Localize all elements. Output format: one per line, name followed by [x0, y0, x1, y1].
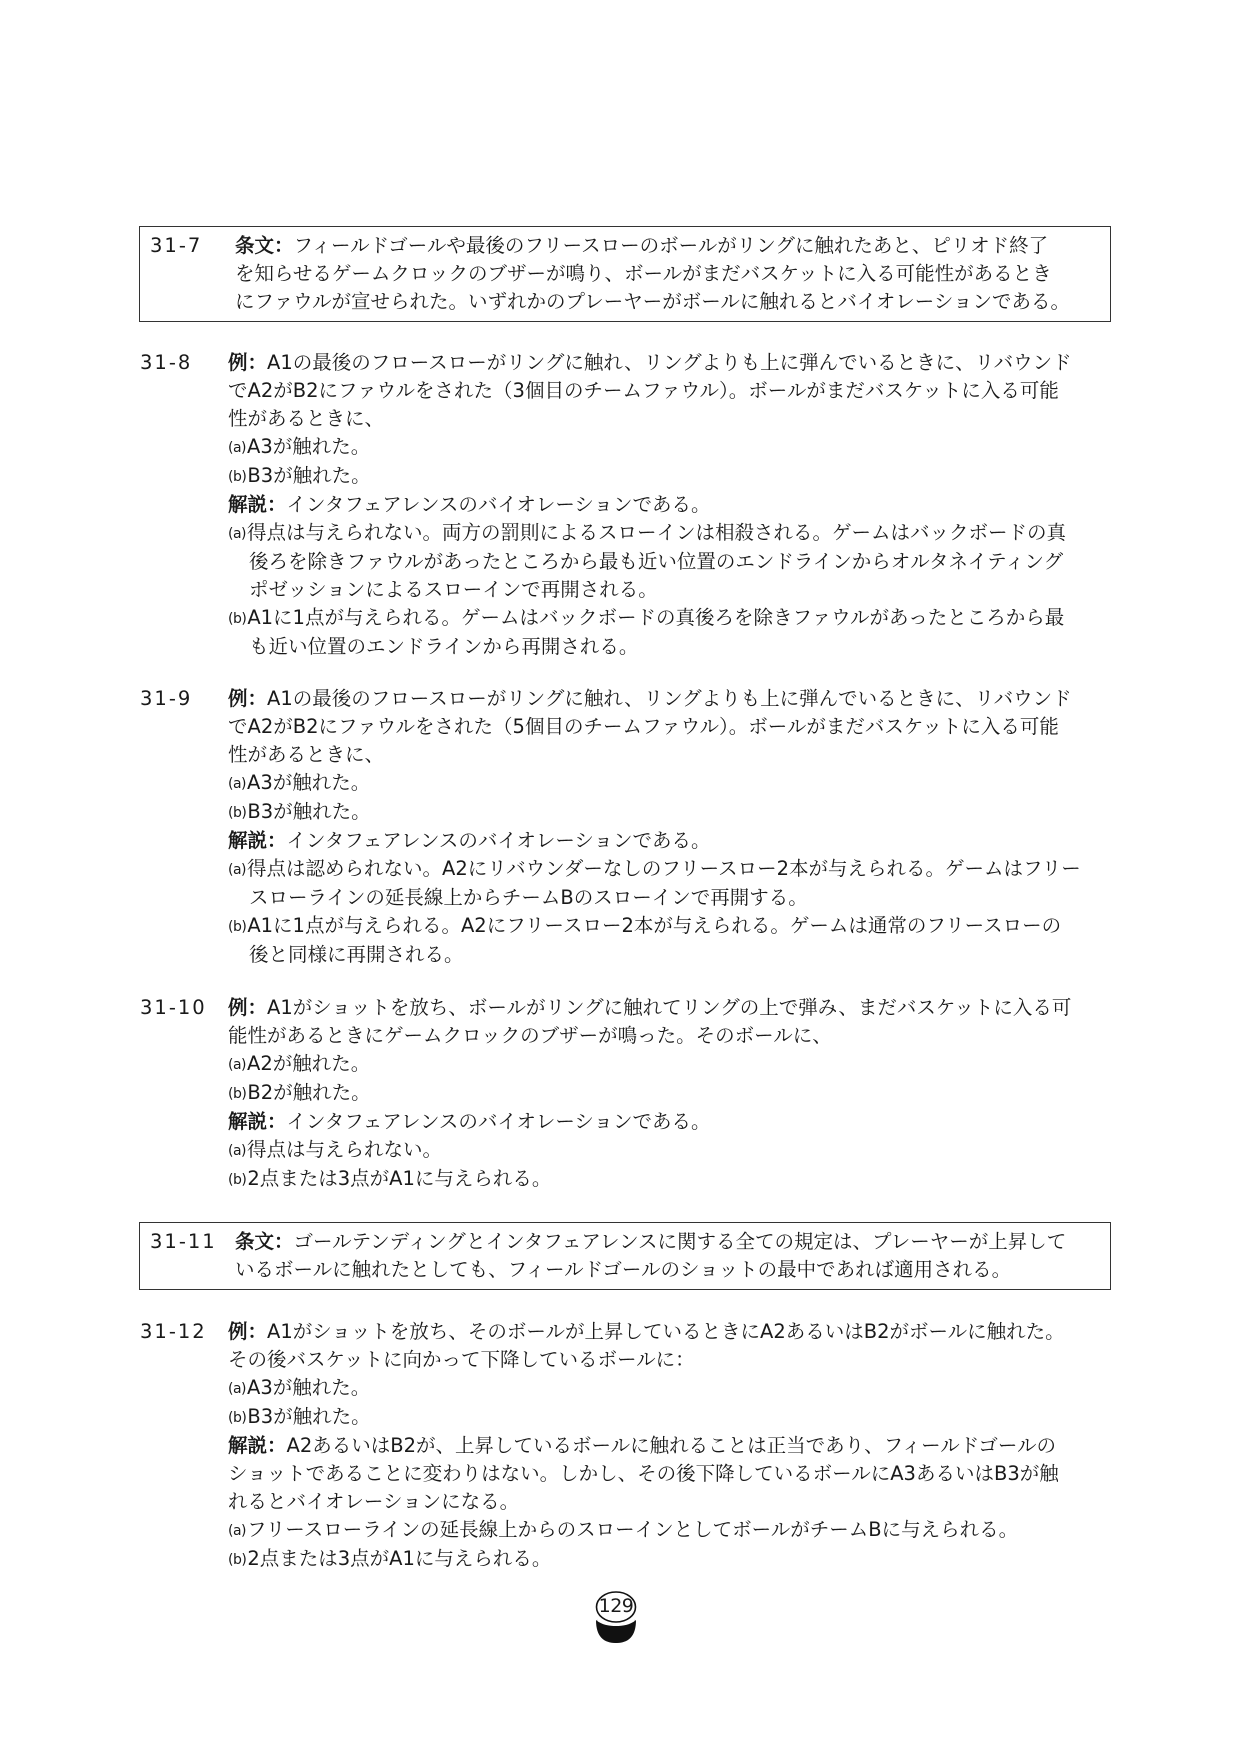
answer-b-cont: も近い位置のエンドラインから再開される。 [249, 635, 639, 658]
rule-text [235, 227, 1110, 321]
case-b: (b)B2が触れた。 [228, 1079, 1128, 1108]
section-number: 31-9 [140, 687, 193, 710]
answer-b: (b)A1に1点が与えられる。ゲームはバックボードの真後ろを除きファウルがあったところから最 [228, 604, 1128, 633]
example-line: A1がショットを放ち、ボールがリングに触れてリングの上で弾み、まだバスケットに入る可 [267, 996, 1072, 1019]
item-marker: (b) [228, 919, 247, 935]
item-marker: (b) [228, 1172, 247, 1188]
example-label: 例： [228, 996, 268, 1019]
case-b: (b)B3が触れた。 [228, 462, 1128, 491]
answer-b: (b)2点または3点がA1に与えられる。 [228, 1545, 1128, 1574]
rule-line: いるボールに触れたとしても、フィールドゴールのショットの最中であれば適用される。 [235, 1258, 1012, 1281]
item-marker: (a) [228, 1143, 247, 1159]
explanation: 解説：インタフェアレンスのバイオレーションである。 [228, 493, 711, 516]
rule-text [235, 1223, 1110, 1289]
rule-box-31-11 [139, 1222, 1111, 1290]
explanation-line: ショットであることに変わりはない。しかし、その後下降しているボールにA3あるいはB3が触 [228, 1462, 1059, 1485]
example-label: 例： [228, 351, 268, 374]
case-b: (b)B3が触れた。 [228, 798, 1128, 827]
section-number: 31-7 [150, 234, 203, 257]
explanation-label: 解説： [228, 829, 287, 852]
example-line: でA2がB2にファウルをされた（5個目のチームファウル）。ボールがまだバスケットに入る可能 [228, 715, 1059, 738]
item-marker: (a) [228, 440, 247, 456]
item-marker: (b) [228, 805, 247, 821]
answer-a-cont: 後ろを除きファウルがあったところから最も近い位置のエンドラインからオルタネイティング [249, 550, 1064, 573]
item-marker: (b) [228, 469, 247, 485]
example-line: A1の最後のフロースローがリングに触れ、リングよりも上に弾んでいるときに、リバウンド [267, 351, 1072, 374]
example-label: 例： [228, 1320, 268, 1343]
explanation-line: れるとバイオレーションになる。 [228, 1490, 520, 1513]
case-a: (a)A3が触れた。 [228, 1374, 1128, 1403]
example-line: A1がショットを放ち、そのボールが上昇しているときにA2あるいはB2がボールに触れた。 [267, 1320, 1065, 1343]
section-number: 31-10 [140, 996, 207, 1019]
item-marker: (b) [228, 611, 247, 627]
case-31-10 [140, 994, 1140, 1194]
case-a: (a)A3が触れた。 [228, 433, 1128, 462]
explanation: 解説：A2あるいはB2が、上昇しているボールに触れることは正当であり、フィールドゴールの [228, 1434, 1057, 1457]
explanation-label: 解説： [228, 1110, 287, 1133]
section-number: 31-11 [150, 1230, 217, 1253]
rule-line: フィールドゴールや最後のフリースローのボールがリングに触れたあと、ピリオド終了 [293, 234, 1049, 257]
item-marker: (a) [228, 1057, 247, 1073]
rule-label: 条文： [235, 1230, 294, 1253]
rule-label: 条文： [235, 234, 294, 257]
explanation-label: 解説： [228, 493, 287, 516]
case-31-12 [140, 1318, 1140, 1574]
example-line: 性があるときに、 [228, 407, 385, 430]
rule-line: を知らせるゲームクロックのブザーが鳴り、ボールがまだバスケットに入る可能性があるとき [235, 262, 1052, 285]
case-31-9 [140, 685, 1140, 969]
page-number-badge [594, 1590, 638, 1644]
answer-b: (b)A1に1点が与えられる。A2にフリースロー2本が与えられる。ゲームは通常のフリースローの [228, 912, 1128, 941]
answer-a: (a)得点は与えられない。 [228, 1136, 1128, 1165]
example-line: でA2がB2にファウルをされた（3個目のチームファウル）。ボールがまだバスケットに入る可能 [228, 379, 1059, 402]
answer-b: (b)2点または3点がA1に与えられる。 [228, 1165, 1128, 1194]
rule-line: ゴールテンディングとインタフェアレンスに関する全ての規定は、プレーヤーが上昇して [293, 1230, 1067, 1253]
answer-a: (a)得点は与えられない。両方の罰則によるスローインは相殺される。ゲームはバックボードの真 [228, 519, 1128, 548]
explanation: 解説：インタフェアレンスのバイオレーションである。 [228, 1110, 711, 1133]
item-marker: (a) [228, 862, 247, 878]
rule-box-31-7 [139, 226, 1111, 322]
answer-a: (a)フリースローラインの延長線上からのスローインとしてボールがチームBに与えられる。 [228, 1516, 1128, 1545]
example-line: A1の最後のフロースローがリングに触れ、リングよりも上に弾んでいるときに、リバウンド [267, 687, 1072, 710]
answer-a: (a)得点は認められない。A2にリバウンダーなしのフリースロー2本が与えられる。ゲームはフリー [228, 855, 1128, 884]
example-line: その後バスケットに向かって下降しているボールに： [228, 1348, 695, 1371]
example-label: 例： [228, 687, 268, 710]
example-line: 性があるときに、 [228, 743, 385, 766]
case-31-8 [140, 349, 1140, 661]
case-a: (a)A3が触れた。 [228, 769, 1128, 798]
section-number: 31-8 [140, 351, 193, 374]
item-marker: (a) [228, 1523, 247, 1539]
case-a: (a)A2が触れた。 [228, 1050, 1128, 1079]
answer-a-cont: スローラインの延長線上からチームBのスローインで再開する。 [249, 886, 808, 909]
item-marker: (a) [228, 776, 247, 792]
item-marker: (b) [228, 1410, 247, 1426]
case-b: (b)B3が触れた。 [228, 1403, 1128, 1432]
item-marker: (a) [228, 526, 247, 542]
rule-line: にファウルが宣せられた。いずれかのプレーヤーがボールに触れるとバイオレーションである。 [235, 290, 1070, 313]
page-number: 129 [598, 1595, 634, 1617]
item-marker: (b) [228, 1086, 247, 1102]
item-marker: (b) [228, 1552, 247, 1568]
section-number: 31-12 [140, 1320, 207, 1343]
answer-a-cont: ポゼッションによるスローインで再開される。 [249, 578, 658, 601]
example-line: 能性があるときにゲームクロックのブザーが鳴った。そのボールに、 [228, 1024, 832, 1047]
answer-b-cont: 後と同様に再開される。 [249, 943, 464, 966]
item-marker: (a) [228, 1381, 247, 1397]
explanation: 解説：インタフェアレンスのバイオレーションである。 [228, 829, 711, 852]
explanation-label: 解説： [228, 1434, 287, 1457]
